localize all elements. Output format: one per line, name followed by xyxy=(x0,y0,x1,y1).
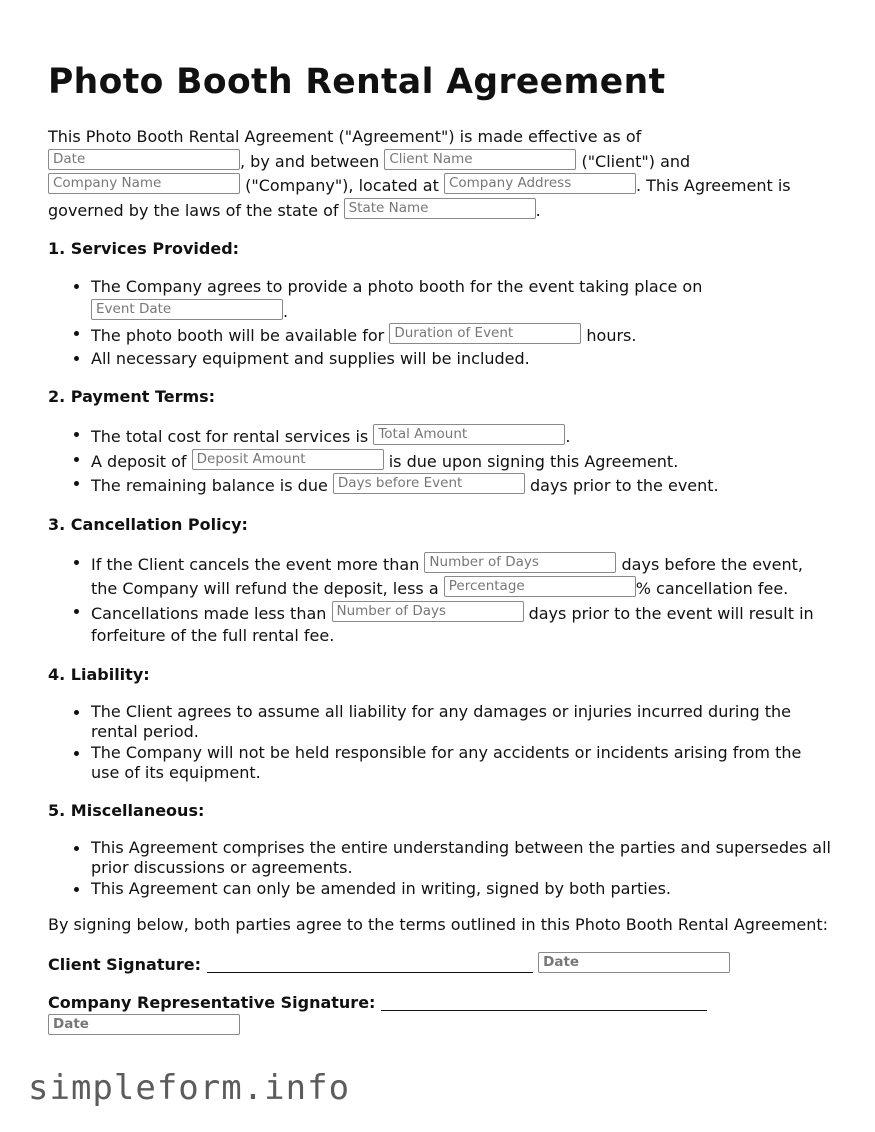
intro-text-3: ("Client") and xyxy=(581,151,691,171)
services-list xyxy=(48,276,833,370)
effective-date-field[interactable]: Date xyxy=(48,149,240,170)
client-signature-label: Client Signature: xyxy=(48,954,201,974)
cancellation-list xyxy=(48,552,833,648)
list-item-text: All necessary equipment and supplies will be included. xyxy=(91,348,530,368)
payment-list xyxy=(48,424,833,498)
liability-list xyxy=(48,702,833,784)
company-name-field[interactable]: Company Name xyxy=(48,173,240,194)
company-signature-row xyxy=(48,992,833,1038)
days-before-event-field[interactable]: Days before Event xyxy=(333,473,525,494)
list-item-text: days before the event, the Company will refund the deposit, less a xyxy=(91,554,803,598)
state-name-field[interactable]: State Name xyxy=(344,198,536,219)
section-cancellation-heading: 3. Cancellation Policy: xyxy=(48,514,248,534)
list-item xyxy=(91,348,833,371)
list-item: The Company will not be held responsible for any accidents or incidents arising from the use of its equipment. xyxy=(91,743,833,784)
list-item-text: . xyxy=(565,427,571,446)
list-item: The Client agrees to assume all liability for any damages or injuries incurred during the rental period. xyxy=(91,702,833,743)
cancel-days-field[interactable]: Number of Days xyxy=(424,552,616,573)
section-liability-heading: 4. Liability: xyxy=(48,664,150,684)
agreement-document xyxy=(48,60,833,1038)
company-signature-label: Company Representative Signature: xyxy=(48,992,376,1012)
event-date-field[interactable]: Event Date xyxy=(91,299,283,320)
company-signature-date-field[interactable]: Date xyxy=(48,1014,240,1035)
misc-list xyxy=(48,838,833,900)
section-misc-heading: 5. Miscellaneous: xyxy=(48,800,205,820)
client-signature-date-field[interactable]: Date xyxy=(538,952,730,973)
intro-text-2: , by and between xyxy=(240,151,380,171)
duration-field[interactable]: Duration of Event xyxy=(389,323,581,344)
closing-paragraph: By signing below, both parties agree to the terms outlined in this Photo Booth Rental Agreement: xyxy=(48,915,829,934)
list-item-text: days prior to the event will result in forfeiture of the full rental fee. xyxy=(91,603,814,645)
list-item xyxy=(91,323,833,348)
section-payment-heading: 2. Payment Terms: xyxy=(48,387,216,406)
list-item-text: days prior to the event. xyxy=(530,476,719,495)
list-item xyxy=(91,601,833,648)
list-item xyxy=(91,449,833,474)
company-address-field[interactable]: Company Address xyxy=(444,173,636,194)
list-item xyxy=(91,424,833,449)
list-item xyxy=(91,276,833,323)
list-item-text: The remaining balance is due xyxy=(91,476,328,495)
list-item-text: A deposit of xyxy=(91,451,187,471)
list-item: This Agreement can only be amended in writing, signed by both parties. xyxy=(91,879,833,900)
list-item-text: If the Client cancels the event more than xyxy=(91,554,420,574)
list-item: This Agreement comprises the entire understanding between the parties and supersedes all prior discussions or agreements. xyxy=(91,838,833,879)
late-cancel-days-field[interactable]: Number of Days xyxy=(332,601,524,622)
list-item-text: The photo booth will be available for xyxy=(91,326,385,345)
intro-text-4: ("Company"), located at xyxy=(245,176,439,195)
list-item-text: % cancellation fee. xyxy=(635,579,789,598)
client-name-field[interactable]: Client Name xyxy=(384,149,576,170)
list-item-text: hours. xyxy=(586,326,637,345)
list-item xyxy=(91,552,833,601)
intro-text-1: This Photo Booth Rental Agreement ("Agreement") is made effective as of xyxy=(48,127,642,146)
total-amount-field[interactable]: Total Amount xyxy=(373,424,565,445)
client-signature-row xyxy=(48,952,833,976)
list-item-text: . xyxy=(283,301,289,321)
watermark: simpleform.info xyxy=(28,1068,351,1108)
list-item xyxy=(91,473,833,498)
list-item-text: The Company agrees to provide a photo booth for the event taking place on xyxy=(91,277,703,296)
deposit-amount-field[interactable]: Deposit Amount xyxy=(192,449,384,470)
percentage-field[interactable]: Percentage xyxy=(444,576,636,597)
intro-paragraph xyxy=(48,126,833,222)
company-signature-line[interactable] xyxy=(381,995,707,1011)
intro-text-5: . This Agreement is governed by the laws of the state of xyxy=(48,176,791,220)
section-services-heading: 1. Services Provided: xyxy=(48,239,240,258)
client-signature-line[interactable] xyxy=(207,957,533,973)
list-item-text: Cancellations made less than xyxy=(91,603,327,623)
list-item-text: The total cost for rental services is xyxy=(91,427,369,446)
list-item-text: is due upon signing this Agreement. xyxy=(388,451,679,471)
intro-text-6: . xyxy=(535,200,541,220)
page-title: Photo Booth Rental Agreement xyxy=(48,62,666,102)
